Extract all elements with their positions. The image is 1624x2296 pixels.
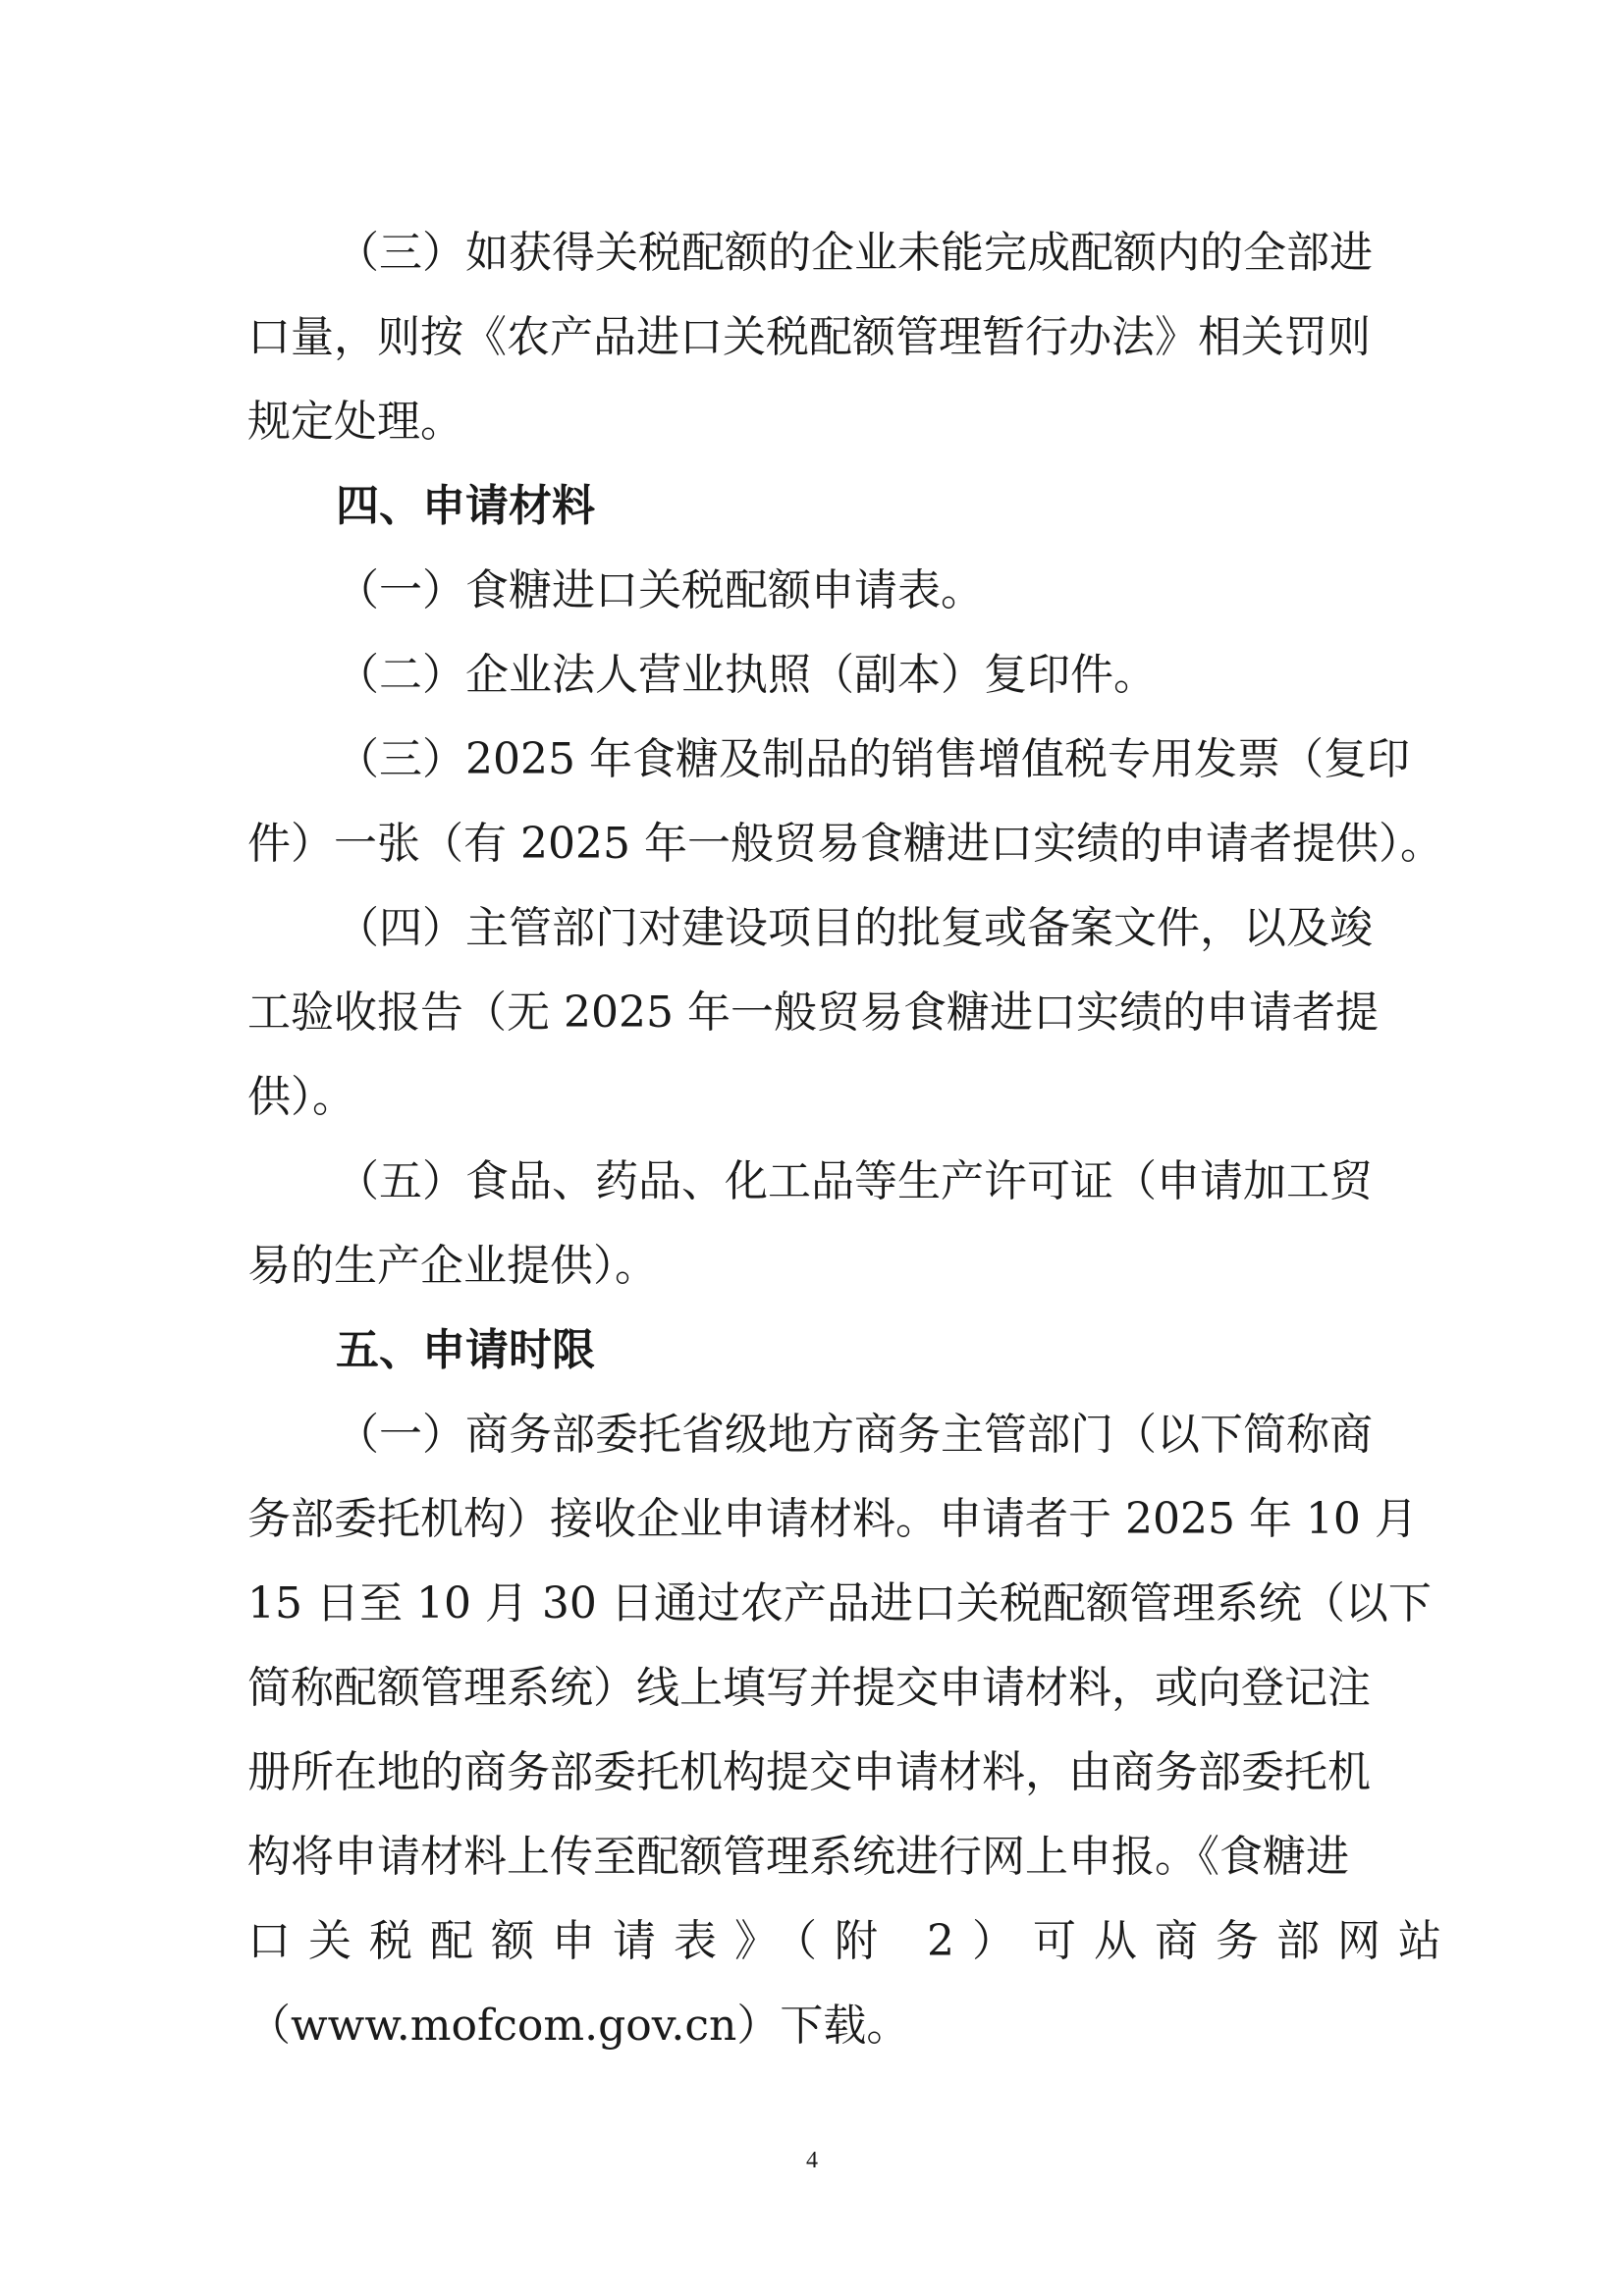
paragraph-line: （三）如获得关税配额的企业未能完成配额内的全部进 [336,228,1373,278]
list-item-line: 简称配额管理系统）线上填写并提交申请材料，或向登记注 [247,1663,1371,1713]
list-item-line: 易的生产企业提供）。 [247,1241,658,1291]
list-item-line: （四）主管部门对建设项目的批复或备案文件，以及竣 [336,903,1373,953]
list-item-line: （三）2025 年食糖及制品的销售增值税专用发票（复印 [336,734,1410,784]
page-number: 4 [806,2148,818,2173]
paragraph-line: 规定处理。 [247,397,463,447]
list-item-line: （www.mofcom.gov.cn）下载。 [247,2001,910,2051]
section-heading: 五、申请时限 [336,1325,595,1375]
list-item-line: 口关税配额申请表》（附 2）可从商务部网站 [247,1916,1459,1966]
list-item-line: 15 日至 10 月 30 日通过农产品进口关税配额管理系统（以下 [247,1578,1432,1629]
section-heading: 四、申请材料 [336,481,595,531]
list-item-line: 工验收报告（无 2025 年一般贸易食糖进口实绩的申请者提 [247,988,1379,1038]
paragraph-line: 口量，则按《农产品进口关税配额管理暂行办法》相关罚则 [247,312,1371,362]
list-item-line: （五）食品、药品、化工品等生产许可证（申请加工贸 [336,1156,1373,1206]
list-item-line: （一）食糖进口关税配额申请表。 [336,565,984,615]
list-item-line: （二）企业法人营业执照（副本）复印件。 [336,650,1157,700]
list-item-line: 册所在地的商务部委托机构提交申请材料，由商务部委托机 [247,1747,1371,1797]
list-item-line: 务部委托机构）接收企业申请材料。申请者于 2025 年 10 月 [247,1494,1418,1544]
list-item-line: 件）一张（有 2025 年一般贸易食糖进口实绩的申请者提供）。 [247,819,1443,869]
list-item-line: 供）。 [247,1072,355,1122]
list-item-line: 构将申请材料上传至配额管理系统进行网上申报。《食糖进 [247,1832,1349,1882]
list-item-line: （一）商务部委托省级地方商务主管部门（以下简称商 [336,1410,1373,1460]
